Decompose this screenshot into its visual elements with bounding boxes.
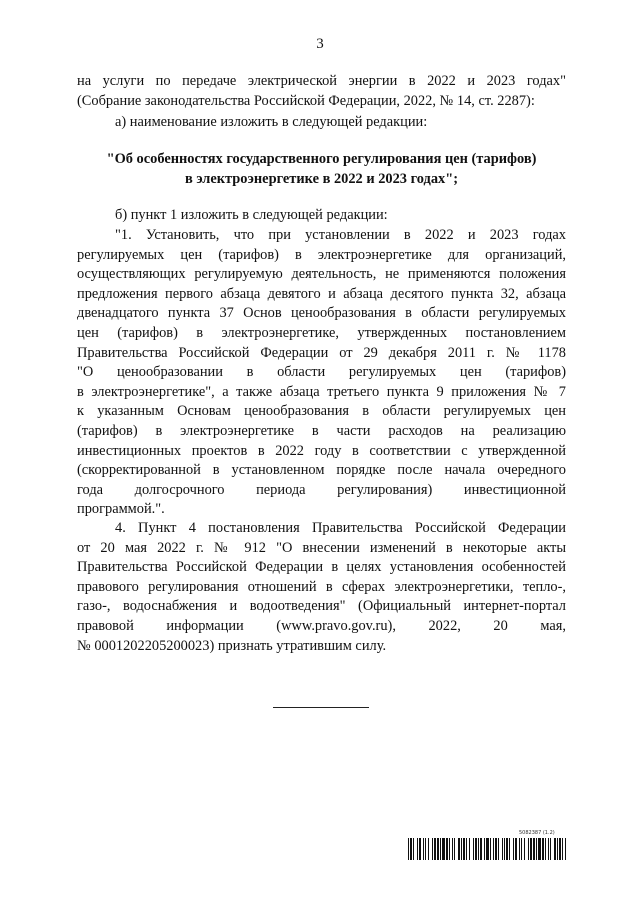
text-line: к указанным Основам ценообразования в области регулируемых цен — [77, 403, 566, 420]
text-line: а) наименование изложить в следующей редакции: — [115, 114, 428, 130]
barcode-bar — [463, 838, 465, 860]
text-line: от 20 мая 2022 г. № 912 "О внесении изменений в некоторые акты — [77, 539, 566, 556]
barcode-bar — [528, 838, 529, 860]
barcode-bar — [425, 838, 426, 860]
barcode-bar — [486, 838, 489, 860]
barcode-bar — [533, 838, 535, 860]
barcode-bar — [524, 838, 525, 860]
clause-paragraph — [77, 226, 566, 520]
text-line: Правительства Российской Федерации от 29 декабря 2011 г. № 1178 — [77, 344, 566, 361]
barcode-bar — [530, 838, 532, 860]
barcode-bar — [434, 838, 436, 860]
barcode-bar — [502, 838, 503, 860]
barcode-bar — [440, 838, 441, 860]
barcode-bar — [515, 838, 517, 860]
barcode-bar — [475, 838, 477, 860]
heading-line: в электроэнергетике в 2022 и 2023 годах"; — [184, 170, 459, 187]
barcode-bar — [413, 838, 414, 860]
barcode-bar — [509, 838, 510, 860]
text-line: газо-, водоснабжения и водоотведения" (Официальный интернет-портал — [77, 598, 566, 615]
barcode-bar — [495, 838, 497, 860]
point-4-paragraph — [77, 519, 566, 656]
text-line: на услуги по передаче электрической энергии в 2022 и 2023 годах" — [77, 73, 566, 89]
barcode-bar — [490, 838, 491, 860]
barcode-bar — [454, 838, 455, 860]
barcode-bar — [493, 838, 494, 860]
item-b-paragraph — [77, 206, 566, 226]
closing-divider — [273, 707, 369, 708]
text-line: двенадцатого пункта 37 Основ ценообразования в области регулируемых — [77, 305, 566, 322]
barcode-bar — [542, 838, 544, 860]
barcode-bar — [504, 838, 505, 860]
text-line: "О ценообразовании в области регулируемых цен (тарифов) — [77, 364, 566, 381]
item-a-paragraph — [77, 113, 566, 133]
text-line: правового регулирования отношений в сферах электроэнергетики, тепло-, — [77, 578, 566, 595]
barcode-bar — [469, 838, 470, 860]
barcode-bar — [548, 838, 549, 860]
barcode-bar — [461, 838, 462, 860]
barcode-bar — [519, 838, 520, 860]
barcode-bar — [480, 838, 482, 860]
barcode-bar — [442, 838, 445, 860]
barcode-bar — [410, 838, 412, 860]
text-line: 4. Пункт 4 постановления Правительства Российской Федерации — [115, 520, 566, 536]
barcode-bar — [408, 838, 409, 860]
barcode-image — [408, 838, 566, 860]
text-line: Правительства Российской Федерации в целях установления особенностей — [77, 559, 566, 576]
text-line: № 0001202205200023) признать утратившим силу. — [77, 637, 387, 654]
barcode-bar — [432, 838, 433, 860]
barcode-bar — [419, 838, 421, 860]
barcode-bar — [478, 838, 479, 860]
barcode-bar — [452, 838, 453, 860]
barcode-bar — [449, 838, 450, 860]
barcode-bar — [521, 838, 522, 860]
barcode-bar — [554, 838, 556, 860]
barcode-bar — [565, 838, 566, 860]
barcode-bar — [498, 838, 499, 860]
barcode-bar — [428, 838, 429, 860]
document-heading — [77, 150, 566, 189]
barcode-bar — [446, 838, 448, 860]
barcode-bar — [417, 838, 418, 860]
barcode-bar — [466, 838, 467, 860]
barcode-bar — [423, 838, 424, 860]
intro-paragraph — [77, 72, 566, 111]
barcode-bar — [506, 838, 508, 860]
barcode-number: 5082387 (1.2) — [519, 830, 555, 836]
barcode-bar — [545, 838, 546, 860]
page-number: 3 — [316, 36, 324, 52]
barcode-bar — [513, 838, 514, 860]
barcode-bar — [538, 838, 541, 860]
text-line: программой.". — [77, 501, 165, 518]
barcode-bar — [536, 838, 537, 860]
text-line: (Собрание законодательства Российской Федерации, 2022, № 14, ст. 2287): — [77, 92, 535, 109]
text-line: б) пункт 1 изложить в следующей редакции: — [115, 207, 388, 223]
barcode-bar — [473, 838, 474, 860]
text-line: года долгосрочного периода регулирования) инвестиционной — [77, 481, 566, 498]
text-line: правовой информации (www.pravo.gov.ru), 2022, 20 мая, — [77, 617, 566, 634]
barcode-bar — [559, 838, 561, 860]
barcode-bar — [557, 838, 558, 860]
text-line: цен (тарифов) в электроэнергетике, утвержденных постановлением — [77, 324, 566, 341]
barcode-bar — [550, 838, 551, 860]
text-line: (скорректированной в установленном порядке после начала очередного — [77, 462, 566, 479]
barcode-bar — [458, 838, 460, 860]
barcode-bar — [484, 838, 485, 860]
text-line: в электроэнергетике", а также абзаца третьего пункта 9 приложения № 7 — [77, 383, 566, 400]
text-line: регулируемых цен (тарифов) в электроэнергетике для организаций, — [77, 246, 566, 263]
barcode-bar — [437, 838, 439, 860]
text-line: инвестиционных проектов в 2022 году в соответствии с утвержденной — [77, 442, 566, 459]
text-line: осуществляющих регулируемую деятельность, не применяются положения — [77, 266, 566, 283]
text-line: предложения первого абзаца девятого и абзаца десятого пункта 32, абзаца — [77, 285, 566, 302]
text-line: "1. Установить, что при установлении в 2022 и 2023 годах — [115, 227, 566, 243]
heading-line: "Об особенностях государственного регулирования цен (тарифов) — [106, 151, 537, 167]
text-line: (тарифов) в электроэнергетике в части расходов на реализацию — [77, 422, 566, 439]
barcode-bar — [562, 838, 563, 860]
